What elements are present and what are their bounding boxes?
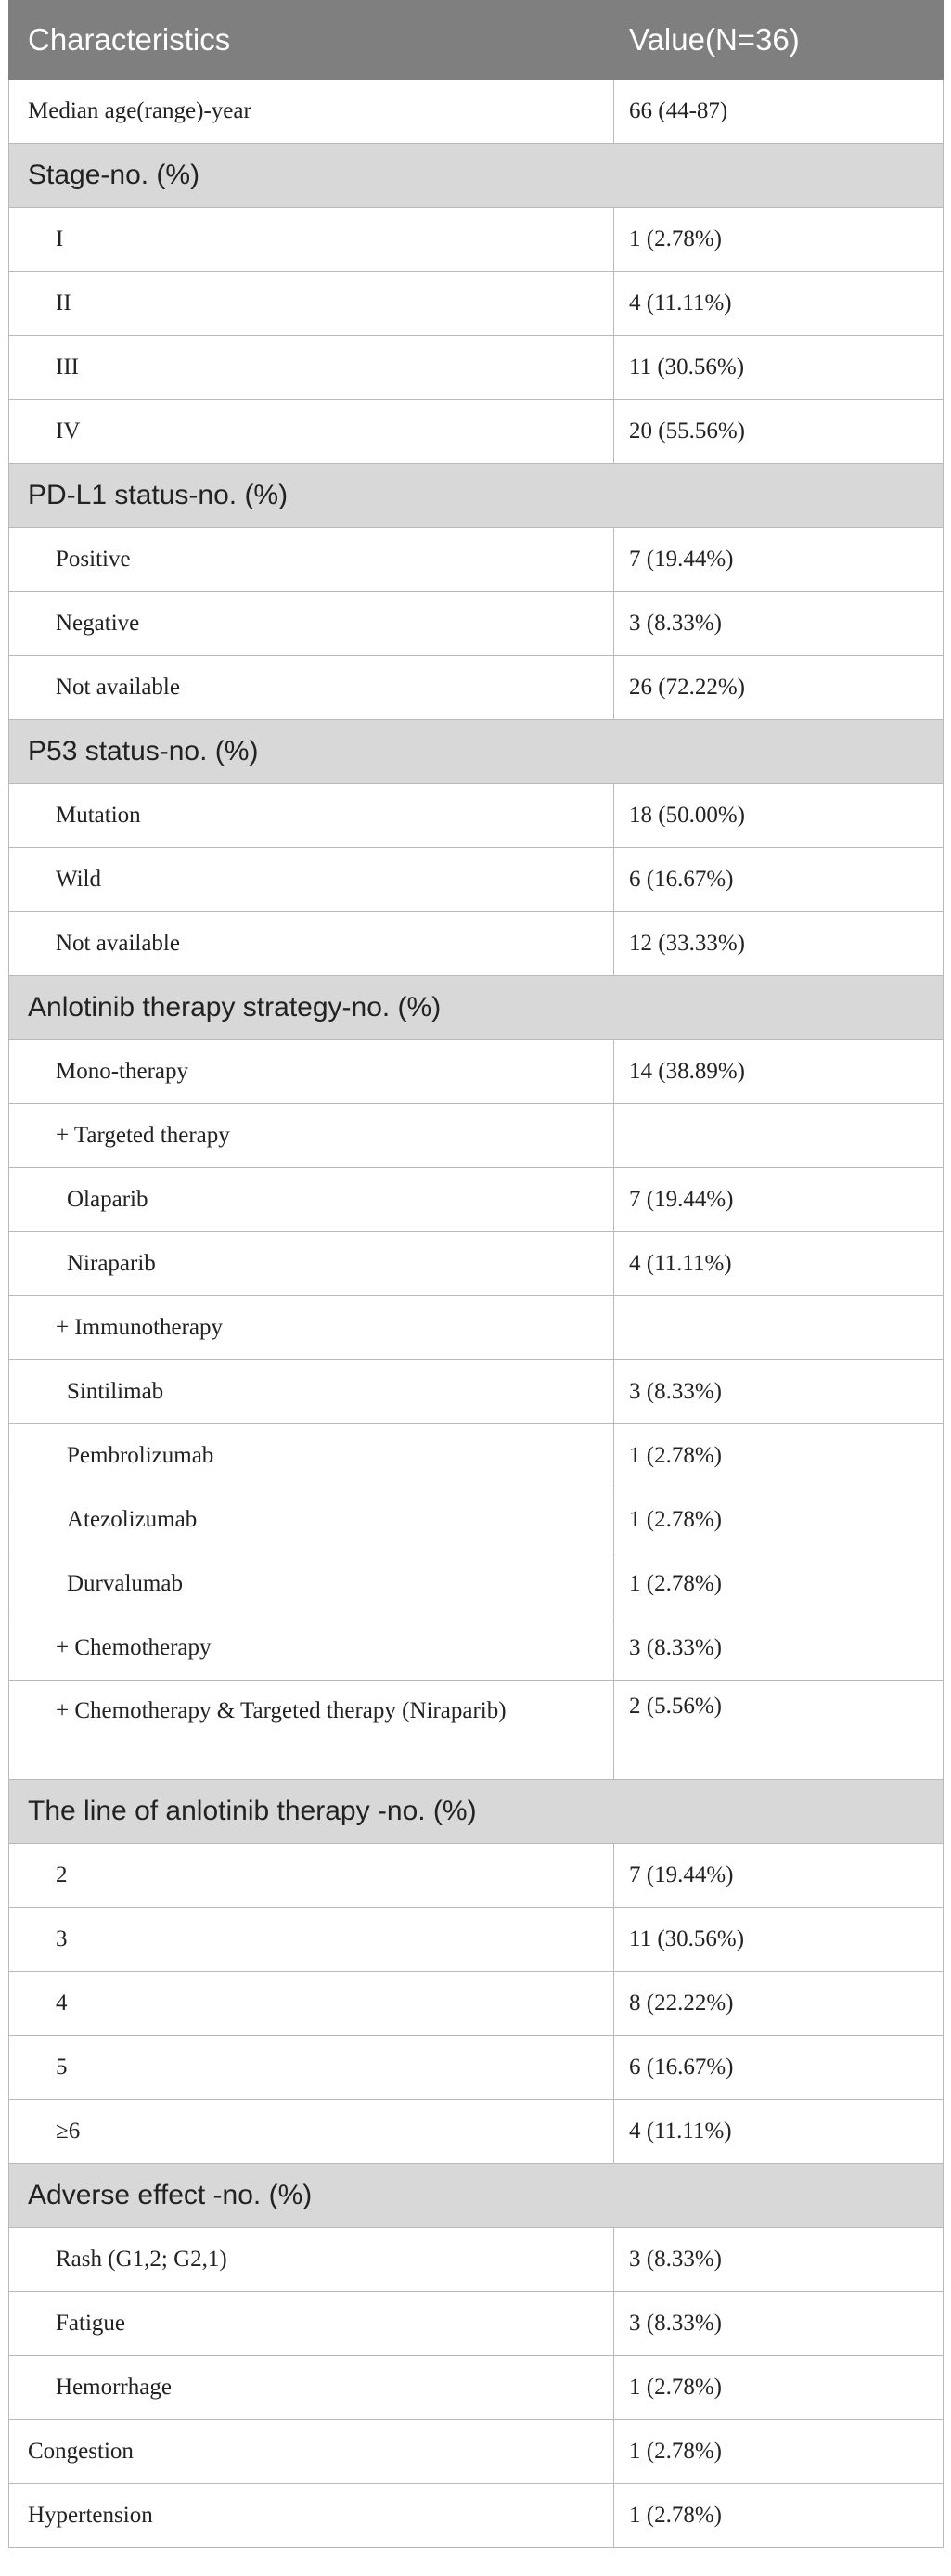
row-value: 11 (30.56%) [614, 1908, 944, 1972]
table-row [9, 2228, 944, 2292]
table-row [9, 1040, 944, 1104]
row-label: + Targeted therapy [9, 1104, 614, 1168]
row-value: 6 (16.67%) [614, 848, 944, 912]
row-value: 3 (8.33%) [614, 1360, 944, 1424]
table-row [9, 208, 944, 272]
table-row [9, 2292, 944, 2356]
table-row [9, 272, 944, 336]
table-row [9, 2100, 944, 2164]
row-value: 1 (2.78%) [614, 2420, 944, 2484]
row-label: ≥6 [9, 2100, 614, 2164]
table-row [9, 1908, 944, 1972]
row-value: 2 (5.56%) [629, 1694, 722, 1719]
row-value: 1 (2.78%) [614, 1424, 944, 1488]
table-row [9, 592, 944, 656]
row-value: 26 (72.22%) [614, 656, 944, 720]
row-value [614, 1104, 944, 1168]
row-label: Niraparib [9, 1232, 614, 1296]
table-row [9, 2036, 944, 2100]
row-value: 4 (11.11%) [614, 272, 944, 336]
row-value-cell [614, 1681, 944, 1780]
header-value: Value(N=36) [614, 1, 944, 80]
row-label: Not available [9, 912, 614, 976]
row-value: 18 (50.00%) [614, 784, 944, 848]
row-value: 66 (44-87) [614, 80, 944, 144]
table-row [9, 848, 944, 912]
row-value: 7 (19.44%) [614, 528, 944, 592]
table-row [9, 1681, 944, 1780]
row-value: 7 (19.44%) [614, 1168, 944, 1232]
row-label: + Chemotherapy [9, 1616, 614, 1681]
row-label: Rash (G1,2; G2,1) [9, 2228, 614, 2292]
row-label: Atezolizumab [9, 1488, 614, 1552]
row-label: Wild [9, 848, 614, 912]
row-label: IV [9, 400, 614, 464]
table-row [9, 1168, 944, 1232]
table-row [9, 1488, 944, 1552]
row-label: Olaparib [9, 1168, 614, 1232]
header-characteristics: Characteristics [9, 1, 614, 80]
row-label: Pembrolizumab [9, 1424, 614, 1488]
row-value: 1 (2.78%) [614, 2356, 944, 2420]
table-row [9, 400, 944, 464]
table-row [9, 1296, 944, 1360]
row-label-cell [9, 1681, 614, 1780]
table-row [9, 1972, 944, 2036]
row-value: 3 (8.33%) [614, 592, 944, 656]
row-value: 3 (8.33%) [614, 2228, 944, 2292]
table-row [9, 1232, 944, 1296]
section-title: P53 status-no. (%) [9, 720, 944, 784]
row-label: Durvalumab [9, 1552, 614, 1616]
row-label: 5 [9, 2036, 614, 2100]
row-label: 4 [9, 1972, 614, 2036]
table-row [9, 2356, 944, 2420]
row-label: Positive [9, 528, 614, 592]
row-label: + Immunotherapy [9, 1296, 614, 1360]
table-row [9, 1616, 944, 1681]
row-value: 12 (33.33%) [614, 912, 944, 976]
row-value: 11 (30.56%) [614, 336, 944, 400]
row-value: 6 (16.67%) [614, 2036, 944, 2100]
section-title: Anlotinib therapy strategy-no. (%) [9, 976, 944, 1040]
row-label: Hypertension [9, 2484, 614, 2548]
section-header-p53 [9, 720, 944, 784]
row-value: 3 (8.33%) [614, 1616, 944, 1681]
table-row [9, 912, 944, 976]
row-value: 1 (2.78%) [614, 2484, 944, 2548]
table-row [9, 2484, 944, 2548]
row-value: 3 (8.33%) [614, 2292, 944, 2356]
row-value: 7 (19.44%) [614, 1844, 944, 1908]
row-value: 14 (38.89%) [614, 1040, 944, 1104]
row-label: I [9, 208, 614, 272]
row-label: II [9, 272, 614, 336]
table-row [9, 2420, 944, 2484]
row-label: 2 [9, 1844, 614, 1908]
section-header-stage [9, 144, 944, 208]
section-title: Adverse effect -no. (%) [9, 2164, 944, 2228]
row-label: Not available [9, 656, 614, 720]
row-value: 1 (2.78%) [614, 1552, 944, 1616]
table-row [9, 1104, 944, 1168]
table-row [9, 1424, 944, 1488]
row-value: 1 (2.78%) [614, 208, 944, 272]
table-row [9, 1552, 944, 1616]
section-title: Stage-no. (%) [9, 144, 944, 208]
table-row [9, 1844, 944, 1908]
section-title: The line of anlotinib therapy -no. (%) [9, 1780, 944, 1844]
section-header-line [9, 1780, 944, 1844]
table-header-row [9, 1, 944, 80]
row-value: 4 (11.11%) [614, 1232, 944, 1296]
row-label: 3 [9, 1908, 614, 1972]
row-value: 1 (2.78%) [614, 1488, 944, 1552]
row-label: Congestion [9, 2420, 614, 2484]
row-label: Sintilimab [9, 1360, 614, 1424]
row-label: Mono-therapy [9, 1040, 614, 1104]
characteristics-table-container [8, 0, 943, 2548]
row-label: Negative [9, 592, 614, 656]
row-label: + Chemotherapy & Targeted therapy (Niraparib) [56, 1698, 507, 1723]
row-label: Hemorrhage [9, 2356, 614, 2420]
row-value [614, 1296, 944, 1360]
row-value: 20 (55.56%) [614, 400, 944, 464]
row-label: Median age(range)-year [9, 80, 614, 144]
section-header-adverse [9, 2164, 944, 2228]
characteristics-table [8, 0, 944, 2548]
section-header-strategy [9, 976, 944, 1040]
table-row [9, 528, 944, 592]
row-label: Fatigue [9, 2292, 614, 2356]
table-row [9, 80, 944, 144]
table-row [9, 336, 944, 400]
table-row [9, 656, 944, 720]
table-row [9, 1360, 944, 1424]
section-title: PD-L1 status-no. (%) [9, 464, 944, 528]
section-header-pdl1 [9, 464, 944, 528]
row-value: 4 (11.11%) [614, 2100, 944, 2164]
row-label: III [9, 336, 614, 400]
row-value: 8 (22.22%) [614, 1972, 944, 2036]
row-label: Mutation [9, 784, 614, 848]
table-row [9, 784, 944, 848]
